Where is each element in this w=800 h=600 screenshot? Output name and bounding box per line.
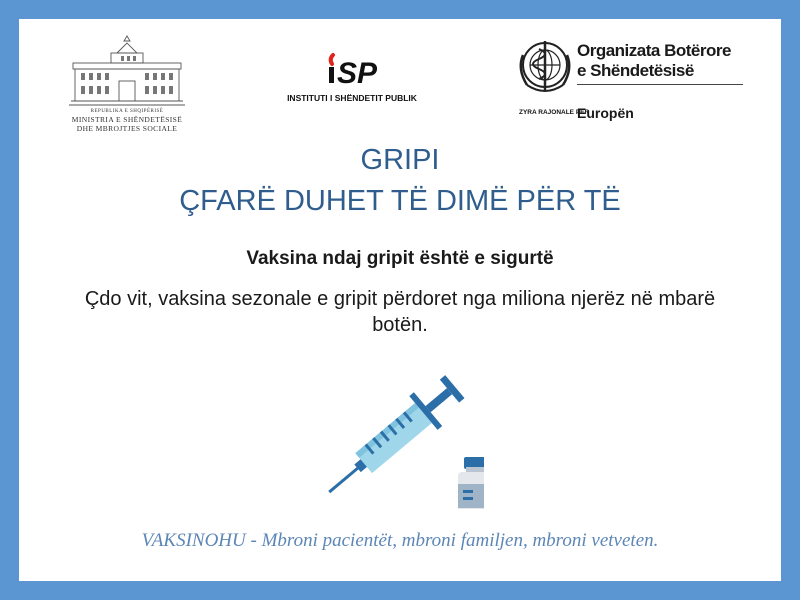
poster	[19, 19, 781, 581]
key-message: Vaksina ndaj gripit është e sigurtë	[246, 248, 554, 269]
who-name-line2: e Shëndetësisë	[577, 61, 694, 80]
isp-logo-icon	[277, 49, 427, 91]
who-region-label: ZYRA RAJONALE PËR	[519, 109, 590, 116]
isp-logo	[277, 49, 427, 119]
ministry-building-icon	[67, 31, 187, 109]
vaccine-vial-icon	[458, 457, 484, 509]
page-title: GRIPI	[360, 144, 440, 176]
isp-name: INSTITUTI I SHËNDETIT PUBLIK	[287, 93, 417, 103]
who-logo	[515, 35, 755, 121]
body-text: Çdo vit, vaksina sezonale e gripit përdoret nga miliona njerëz në mbarë botën.	[84, 288, 716, 336]
who-region-name: Europën	[577, 105, 634, 121]
svg-text:SP: SP	[337, 57, 378, 90]
who-divider	[577, 84, 743, 85]
ministry-logo	[67, 31, 187, 131]
ministry-name-line1: MINISTRIA E SHËNDETËSISË	[71, 115, 183, 124]
ministry-country: REPUBLIKA E SHQIPËRISË	[90, 109, 164, 114]
ministry-name-line2: DHE MBROJTJES SOCIALE	[76, 124, 178, 133]
who-emblem-icon	[515, 35, 575, 99]
vaccine-illustration	[314, 359, 484, 509]
who-name-line1: Organizata Botërore	[577, 41, 731, 60]
syringe-icon	[315, 370, 469, 509]
footer-slogan: VAKSINOHU - Mbroni pacientët, mbroni familjen, mbroni vetveten.	[141, 530, 659, 551]
page-subtitle-heading: ÇFARË DUHET TË DIMË PËR TË	[179, 185, 621, 217]
